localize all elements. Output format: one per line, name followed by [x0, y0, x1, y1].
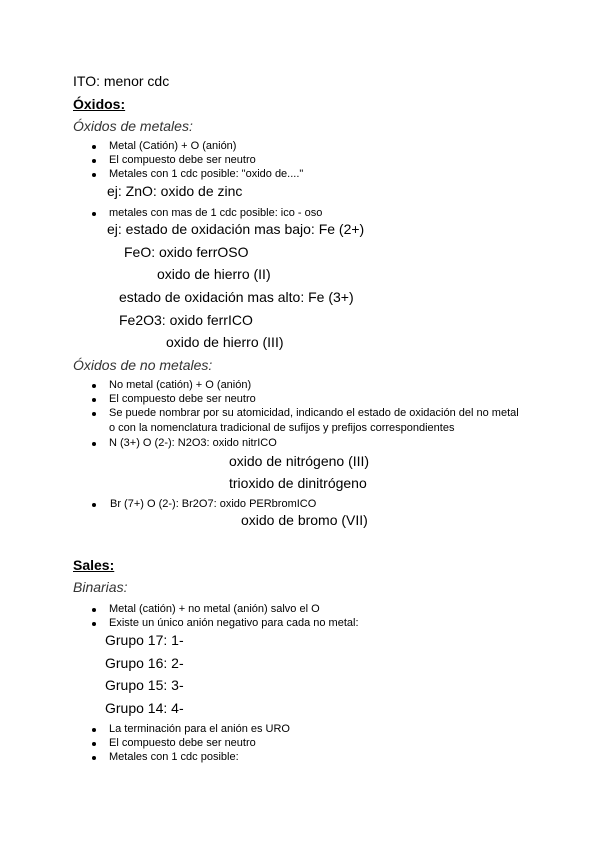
oxm-bullet-4: metales con mas de 1 cdc posible: ico - oso — [109, 207, 323, 219]
sales-binarias-subheading: Binarias: — [73, 579, 128, 595]
oxnm-bullet-2: El compuesto debe ser neutro — [109, 393, 256, 405]
oxm-fe2o3-alt: oxido de hierro (III) — [166, 334, 284, 350]
grupo-14: Grupo 14: 4- — [105, 700, 184, 716]
sales-bullet-5: Metales con 1 cdc posible: — [109, 751, 239, 763]
bullet-dot — [92, 173, 96, 177]
oxidos-metales-subheading: Óxidos de metales: — [73, 118, 193, 134]
bullet-dot — [92, 442, 96, 446]
bullet-dot — [92, 728, 96, 732]
oxnm-bullet-4: N (3+) O (2-): N2O3: oxido nitrICO — [109, 437, 277, 449]
bullet-dot — [92, 503, 96, 507]
bullet-dot — [92, 608, 96, 612]
bullet-dot — [92, 159, 96, 163]
sales-heading: Sales: — [73, 557, 115, 573]
oxm-bullet-1: Metal (Catión) + O (anión) — [109, 140, 237, 152]
oxnm-bullet-3a: Se puede nombrar por su atomicidad, indicando el estado de oxidación del no metal — [109, 407, 519, 419]
sales-bullet-1: Metal (catión) + no metal (anión) salvo el O — [109, 603, 320, 615]
oxm-fe2o3: Fe2O3: oxido ferrICO — [119, 312, 253, 328]
bullet-dot — [92, 622, 96, 626]
sales-bullet-4: El compuesto debe ser neutro — [109, 737, 256, 749]
oxidos-no-metales-subheading: Óxidos de no metales: — [73, 357, 213, 373]
oxnm-n2o3-alt-1: oxido de nitrógeno (III) — [229, 453, 370, 469]
oxidos-heading: Óxidos: — [73, 96, 126, 112]
sales-bullet-2: Existe un único anión negativo para cada no metal: — [109, 617, 359, 629]
oxm-feo-alt: oxido de hierro (II) — [157, 266, 271, 282]
bullet-dot — [92, 384, 96, 388]
oxnm-bullet-5: Br (7+) O (2-): Br2O7: oxido PERbromICO — [110, 498, 317, 510]
grupo-16: Grupo 16: 2- — [105, 655, 184, 671]
bullet-dot — [92, 145, 96, 149]
bullet-dot — [92, 212, 96, 216]
oxm-feo: FeO: oxido ferrOSO — [124, 244, 249, 260]
bullet-dot — [92, 742, 96, 746]
oxm-alto: estado de oxidación mas alto: Fe (3+) — [119, 289, 354, 305]
sales-bullet-3: La terminación para el anión es URO — [109, 723, 290, 735]
oxm-example-1: ej: ZnO: oxido de zinc — [107, 183, 243, 199]
bullet-dot — [92, 398, 96, 402]
oxm-bullet-2: El compuesto debe ser neutro — [109, 154, 256, 166]
oxnm-bullet-1: No metal (catión) + O (anión) — [109, 379, 252, 391]
bullet-dot — [92, 756, 96, 760]
intro-text: ITO: menor cdc — [73, 73, 170, 89]
oxnm-br2o7-alt: oxido de bromo (VII) — [241, 512, 368, 528]
bullet-dot — [92, 412, 96, 416]
oxnm-n2o3-alt-2: trioxido de dinitrógeno — [229, 475, 367, 491]
oxnm-bullet-3b: o con la nomenclatura tradicional de sufijos y prefijos correspondientes — [109, 422, 455, 434]
oxm-example-2: ej: estado de oxidación mas bajo: Fe (2+) — [107, 221, 365, 237]
oxm-bullet-3: Metales con 1 cdc posible: "oxido de...." — [109, 168, 304, 180]
grupo-17: Grupo 17: 1- — [105, 632, 184, 648]
grupo-15: Grupo 15: 3- — [105, 677, 184, 693]
